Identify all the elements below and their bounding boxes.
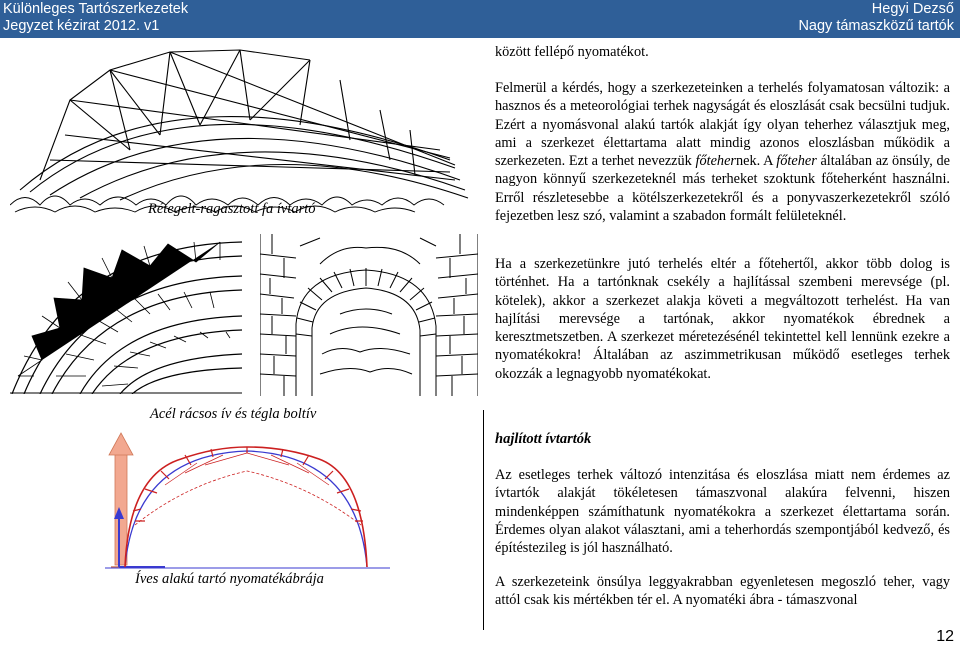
- glulam-arch-figure: [10, 40, 475, 215]
- page-number: 12: [936, 628, 954, 645]
- text-top-line-content: között fellépő nyomatékot.: [495, 44, 649, 60]
- header-course-title: Különleges Tartószerkezetek: [3, 1, 189, 17]
- brick-vault-figure: [260, 234, 478, 396]
- steel-lattice-arch-figure: [10, 236, 242, 394]
- paragraph-load-deviation: Ha a szerkezetünkre jutó terhelés eltér a főtehertől, akkor több dolog is történhet. Ha a tartónknak csekély a hajlítással szembeni merevsége (pl. kötelek), akkor a szerkezet alakja követi a megváltozott terhelést. Ha van hajlítási merevsége a tartónak, akkor nyomatékok ébrednek a keresztmetszetben. A szerkezet méretezésénél tekintettel kell lennünk ezekre a nyomatékokra! Általában az aszimmetrikusan működő esetleges terhek okozzák a legnagyobb nyomatékokat.: [495, 256, 950, 382]
- paragraph-main-load-a: Felmerül a kérdés, hogy a szerkezeteinken a terhelés folyamatosan változik: a hasznos és a meteorológiai terhek nagyságát és eloszlását csak becsülni tudjuk. Ezért a nyomásvonal alakú tartók alakját így olyan teherhez választjuk meg, ami a szerkezet élettartama alatt mindig azonos eloszlásban működik a szerkezeten. Ezt a terhet nevezzük: [495, 80, 950, 170]
- section-heading-bent-arches: hajlított ívtartók: [495, 431, 592, 447]
- text-top-line: [495, 43, 950, 61]
- paragraph-main-load: [495, 79, 950, 225]
- page-header: [0, 0, 960, 38]
- arch-moment-diagram-figure: [105, 425, 390, 571]
- header-author: Hegyi Dezső: [871, 1, 954, 17]
- header-edition: Jegyzet kézirat 2012. v1: [3, 18, 160, 34]
- paragraph-self-weight: A szerkezeteink önsúlya leggyakrabban egyenletesen megoszló teher, vagy attól csak kis mértékben tér el. A nyomatéki ábra - támaszvonal: [495, 574, 950, 609]
- term-foteher-1: főteher: [695, 153, 736, 170]
- paragraph-main-load-c: általában az önsúly, de nagyon könnyű szerkezeteknél más terheket szoktunk főteherként használni. Erről részletesebbe a kötélszerkezetekről és a ponyvaszerkezetekről szóló fejezetben lesz szó, valamint a szabadon formált felületeknél.: [495, 153, 950, 225]
- figure-caption-moment-diagram: Íves alakú tartó nyomatékábrája: [135, 571, 324, 587]
- header-chapter: Nagy támaszközű tartók: [798, 18, 954, 34]
- paragraph-main-load-b: nek. A: [735, 153, 777, 170]
- column-divider: [483, 410, 484, 630]
- term-foteher-2: főteher: [776, 153, 817, 170]
- figure-caption-steel-brick: Acél rácsos ív és tégla boltív: [150, 406, 317, 422]
- figure-caption-glulam: Rétegelt-ragasztott fa ívtartó: [148, 201, 316, 217]
- paragraph-arch-shape: Az esetleges terhek változó intenzitása és eloszlása miatt nem érdemes az ívtartók alakját tökéletesen támaszvonal alakúra felvenni, hiszen mindenképpen számíthatunk nyomatékokra a szerkezet élettartama során. Érdemes olyan alakot választani, ami a teherhordás szempontjából kedvező, és építéstezileg is jól használható.: [495, 467, 950, 557]
